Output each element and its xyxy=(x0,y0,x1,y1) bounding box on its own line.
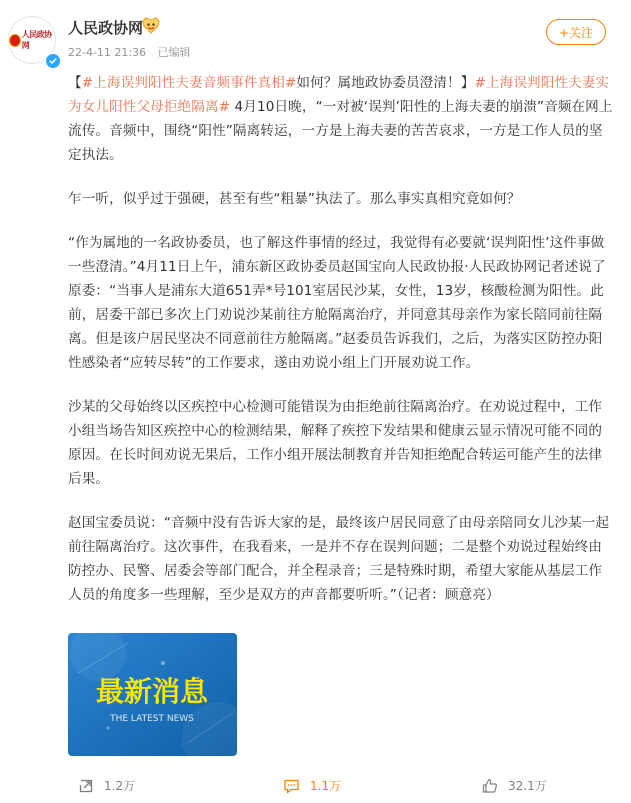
post-paragraph xyxy=(68,187,613,211)
post-text: “作为属地的一名政协委员，也了解这件事情的经过，我觉得有必要就‘误判阳性’这件事做一些澄清。”4月11日上午，浦东新区政协委员赵国宝向人民政协报·人民政协网记者述说了原委：“当事人是浦东大道651弄*号101室居民沙某，女性，13岁，核酸检测为阳性。此前，居委干部已多次上门劝说沙某前往方舱隔离治疗，并同意其母亲作为家长陪同前往隔离。但是该户居民坚决不同意前往方舱隔离。”赵委员告诉我们，之后，为落实区防控办阳性感染者“应转尽转”的工作要求，遂由劝说小组上门开展劝说工作。 xyxy=(68,235,606,371)
post-paragraph xyxy=(68,395,613,491)
comment-icon xyxy=(283,778,300,794)
post-text: 如何？属地政协委员澄清！】 xyxy=(296,75,475,91)
hashtag-link[interactable]: #上海误判阳性夫妻实为女儿阳性父母拒绝隔离# xyxy=(68,75,610,115)
edited-label: 已编辑 xyxy=(157,46,191,59)
repost-count: 1.2万 xyxy=(104,779,136,793)
comment-count: 1.1万 xyxy=(310,779,342,793)
image-title: 最新消息 xyxy=(95,675,209,708)
verified-icon xyxy=(44,52,62,70)
post-meta xyxy=(68,44,191,60)
post-text: 乍一听，似乎过于强硬，甚至有些“粗暴”执法了。那么事实真相究竟如何？ xyxy=(68,191,521,207)
post-timestamp[interactable]: 22-4-11 21:36 xyxy=(68,46,147,59)
avatar[interactable] xyxy=(8,16,56,64)
vip-badge-icon xyxy=(142,17,160,34)
post-paragraph xyxy=(68,71,613,167)
image-subtitle: THE LATEST NEWS xyxy=(110,714,194,724)
post-text: 4月10日晚，“一对被‘误判’阳性的上海夫妻的崩溃”音频在网上流传。音频中，围绕“阳性”隔离转运，一方是上海夫妻的苦苦哀求，一方是工作人员的坚定执法。 xyxy=(68,99,613,163)
hashtag-link[interactable]: #上海误判阳性夫妻音频事件真相# xyxy=(81,75,297,91)
thumbs-up-icon xyxy=(482,778,498,794)
follow-button[interactable]: +关注 xyxy=(546,19,606,45)
post-header xyxy=(0,0,631,72)
post-paragraph xyxy=(68,231,613,375)
author-name[interactable]: 人民政协网 xyxy=(68,19,144,37)
post-text: 【 xyxy=(68,75,82,91)
repost-icon xyxy=(78,778,94,794)
post-image[interactable] xyxy=(68,633,237,756)
post-paragraph xyxy=(68,511,613,607)
repost-button[interactable] xyxy=(78,777,135,794)
emblem-icon xyxy=(9,34,21,47)
post-text: 沙某的父母始终以区疾控中心检测可能错误为由拒绝前往隔离治疗。在劝说过程中，工作小组当场告知区疾控中心的检测结果，解释了疾控下发结果和健康云显示情况可能不同的原因。在长时间劝说无果后，工作小组开展法制教育并告知拒绝配合转运可能产生的法律后果。 xyxy=(68,399,603,487)
like-count: 32.1万 xyxy=(508,779,547,793)
post-text: 赵国宝委员说：“音频中没有告诉大家的是，最终该户居民同意了由母亲陪同女儿沙某一起前往隔离治疗。这次事件，在我看来，一是并不存在误判问题；二是整个劝说过程始终由防控办、民警、居委会等部门配合，并全程录音；三是特殊时期，希望大家能从基层工作人员的角度多一些理解，至少是双方的声音都要听听。”（记者：顾意亮） xyxy=(68,515,610,603)
comment-button[interactable] xyxy=(283,777,341,794)
action-bar xyxy=(0,768,631,803)
post-content xyxy=(68,71,613,627)
avatar-logo-text: 人民政协网 xyxy=(21,29,52,50)
like-button[interactable] xyxy=(482,777,547,794)
